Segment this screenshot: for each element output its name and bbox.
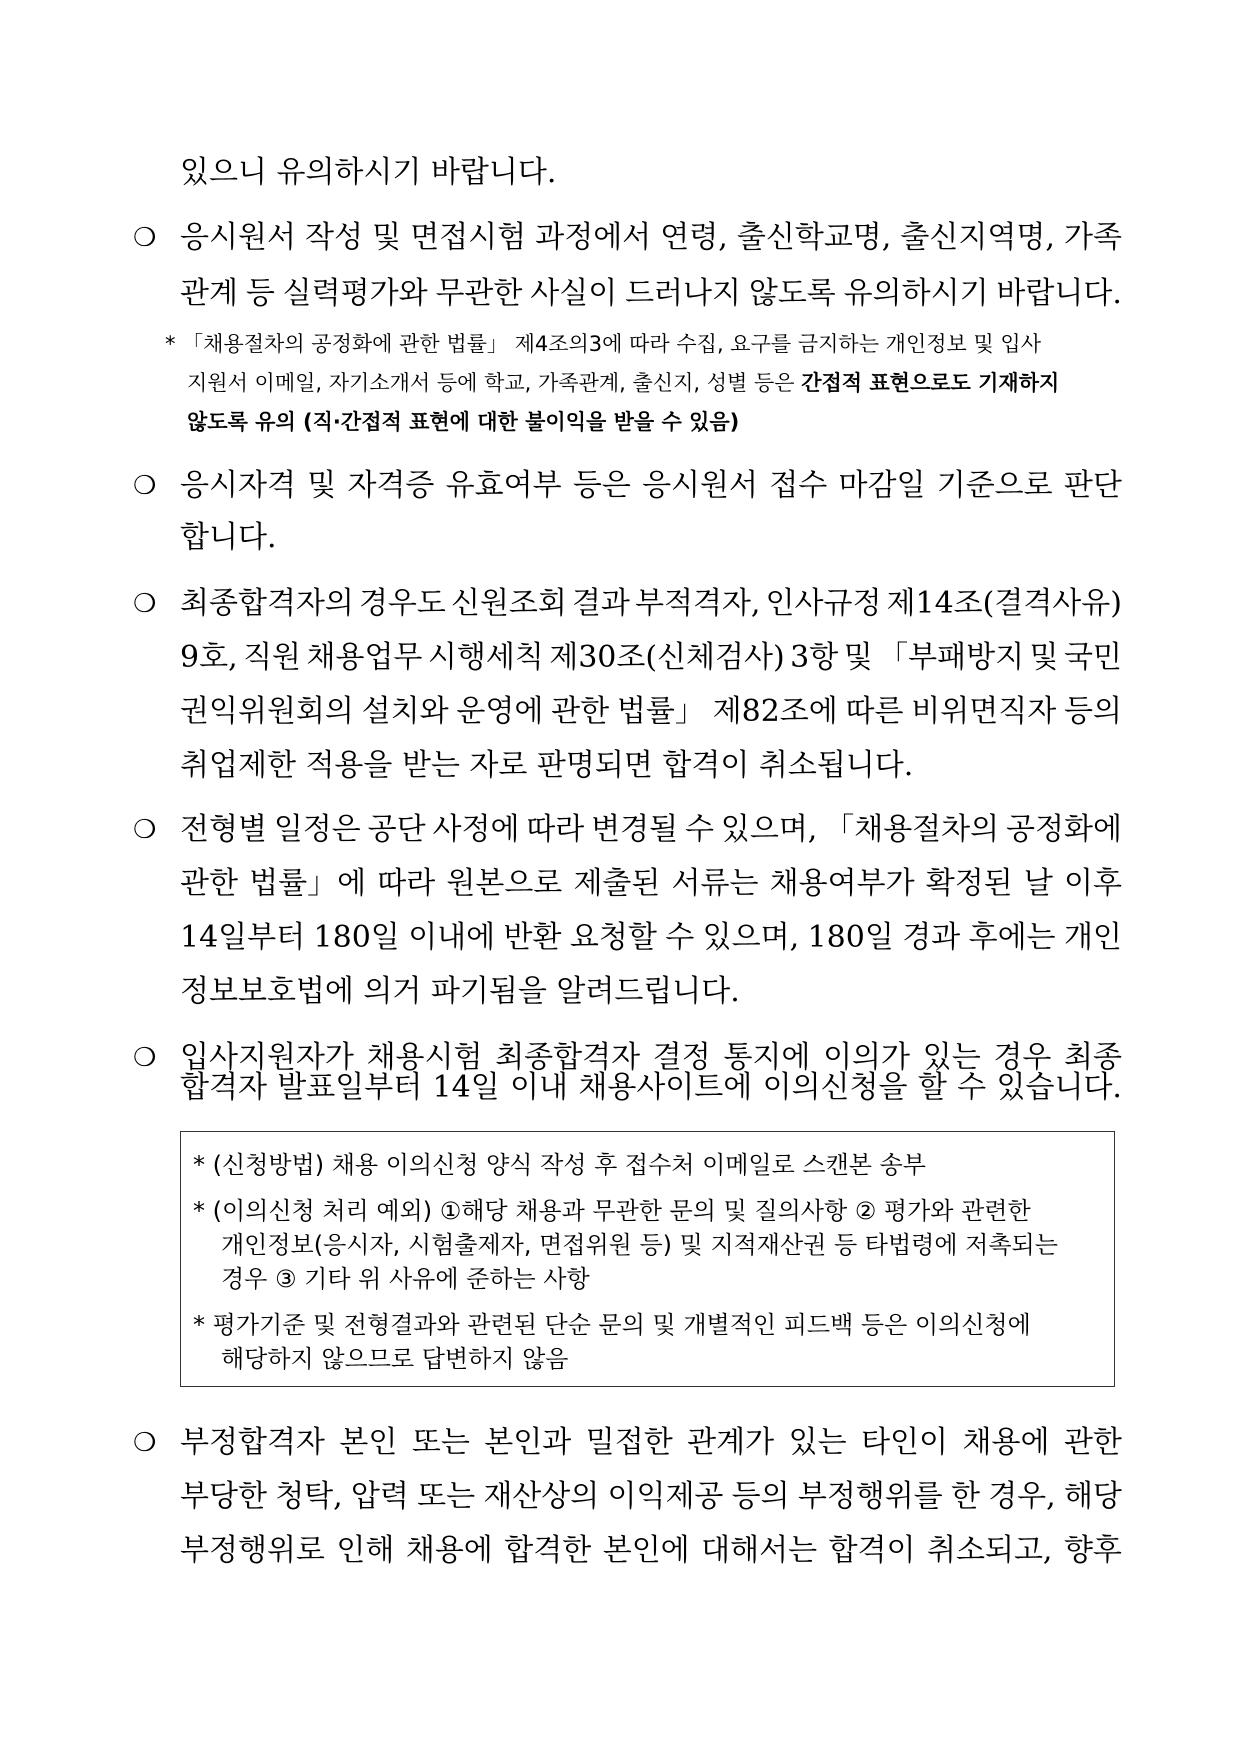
note-line: 않도록 유의 (직·간접적 표현에 대한 불이익을 받을 수 있음) xyxy=(187,410,740,434)
word: 타인이 xyxy=(861,1425,949,1460)
word: 국민 xyxy=(1063,640,1122,675)
word: 및 xyxy=(843,640,873,675)
word: 기준으로 xyxy=(936,468,1053,503)
note-line xyxy=(187,369,1059,397)
line-text xyxy=(180,1070,1122,1106)
word: 관계가 xyxy=(687,1425,775,1460)
line-text xyxy=(180,1425,1122,1461)
line-text xyxy=(180,812,1122,848)
word: 이의신청을 xyxy=(762,1070,908,1105)
word: 이후 xyxy=(1063,866,1122,901)
word: 자격증 xyxy=(347,468,435,503)
word: 부적격자, xyxy=(634,586,761,621)
word: 수 xyxy=(665,920,695,955)
bullet-icon: ❍ xyxy=(133,589,157,619)
word: 서류는 xyxy=(671,866,759,901)
word: 관계 xyxy=(180,276,238,311)
word: 변경될 xyxy=(591,812,679,847)
word: 있는 xyxy=(788,1425,847,1460)
bullet-icon: ❍ xyxy=(133,1043,157,1073)
word: 가족 xyxy=(1063,220,1122,255)
word: 할 xyxy=(917,1070,947,1105)
word: 관한 xyxy=(180,866,238,901)
word: 또는 xyxy=(417,1479,476,1514)
word: 합격자 xyxy=(180,1070,267,1105)
word: 유의하시기 xyxy=(843,276,989,311)
word: 경우 xyxy=(993,1040,1052,1075)
bullet-icon: ❍ xyxy=(133,223,157,253)
word: 결과 xyxy=(571,586,630,621)
paragraph-line xyxy=(180,640,1122,676)
word: 이내에 xyxy=(408,920,496,955)
paragraph-line xyxy=(180,276,1122,312)
word: 사정에 xyxy=(432,812,520,847)
word: 개인 xyxy=(1063,920,1122,955)
line-text xyxy=(180,276,1122,312)
word: 법률」 xyxy=(616,694,705,729)
word: 있는 xyxy=(922,1040,981,1075)
word: 인해 xyxy=(336,1533,395,1568)
word: 후에는 xyxy=(968,920,1056,955)
word: 법률」에 xyxy=(249,866,367,901)
word: 채용에 xyxy=(405,1533,493,1568)
word: 마감일 xyxy=(838,468,926,503)
word: 부정행위를 xyxy=(797,1479,943,1514)
bullet-icon: ❍ xyxy=(133,471,157,501)
word: 청탁, xyxy=(275,1479,343,1514)
line-text xyxy=(180,1479,1122,1515)
paragraph-line xyxy=(180,812,1122,848)
word: 통지에 xyxy=(723,1040,811,1075)
word: 합격이 xyxy=(828,1533,916,1568)
line-text xyxy=(180,640,1122,676)
word: 공단 xyxy=(367,812,426,847)
word: 부정행위로 xyxy=(180,1533,325,1568)
word: 따라 xyxy=(377,866,436,901)
paragraph-line xyxy=(180,920,1122,956)
word: 채용시험 xyxy=(366,1040,483,1075)
word: 및 xyxy=(307,468,337,503)
word: 경과 xyxy=(902,920,961,955)
word: 공정화에 xyxy=(1006,812,1122,847)
word: 발표일부터 xyxy=(277,1070,423,1105)
word: 응시자격 xyxy=(180,468,296,503)
word: 사실이 xyxy=(530,276,618,311)
word: 채용여부가 xyxy=(769,866,915,901)
word: 합격한 xyxy=(504,1533,592,1568)
word: 밀접한 xyxy=(585,1425,673,1460)
word: 비위면직자 xyxy=(911,694,1057,729)
word: 않도록 xyxy=(748,276,836,311)
line-text xyxy=(180,694,1122,730)
paragraph-line: 있으니 유의하시기 바랍니다. xyxy=(180,155,557,190)
word: 요청할 xyxy=(569,920,657,955)
box-note-line: 개인정보(응시자, 시험출제자, 면접위원 등) 및 지적재산권 등 타법령에 저촉되는 xyxy=(221,1231,1058,1259)
word: 있습니다. xyxy=(996,1070,1122,1105)
paragraph-line xyxy=(180,866,1122,902)
word: 운영에 xyxy=(456,694,544,729)
word: 있으며, xyxy=(702,920,800,955)
box-note-line: * (신청방법) 채용 이의신청 양식 작성 후 접수처 이메일로 스캔본 송부 xyxy=(193,1151,926,1179)
word: 등은 xyxy=(572,468,631,503)
word: 본인 xyxy=(339,1425,398,1460)
word: 대해서는 xyxy=(701,1533,818,1568)
word: 최종 xyxy=(1064,1040,1122,1075)
word: 출신학교명, xyxy=(736,220,892,255)
word: 실력평가와 xyxy=(282,276,428,311)
word: 반환 xyxy=(503,920,562,955)
paragraph-line xyxy=(180,220,1122,256)
word: 9호, xyxy=(180,640,238,675)
word: 응시원서 xyxy=(642,468,758,503)
paragraph-line xyxy=(180,694,1122,730)
word: 드러나지 xyxy=(625,276,741,311)
word: 「부패방지 xyxy=(878,640,1025,675)
word: 출신지역명, xyxy=(900,220,1055,255)
word: 또는 xyxy=(411,1425,470,1460)
word: 및 xyxy=(372,220,402,255)
word: 신원조회 xyxy=(450,586,567,621)
word: 따라 xyxy=(526,812,585,847)
line-text xyxy=(180,586,1122,622)
note-text: 지원서 이메일, 자기소개서 등에 학교, 가족관계, 출신지, 성별 등은 xyxy=(187,371,802,395)
paragraph-line: 취업제한 적용을 받는 자로 판명되면 합격이 취소됩니다. xyxy=(180,748,914,783)
word: 채용사이트에 xyxy=(578,1070,753,1105)
word: 경우, xyxy=(988,1479,1056,1514)
box-note-line: 해당하지 않으므로 답변하지 않음 xyxy=(221,1345,569,1373)
word: 최종합격자 xyxy=(495,1040,641,1075)
word: 작성 xyxy=(305,220,363,255)
word: 있으며, xyxy=(720,812,818,847)
word: 접수 xyxy=(769,468,828,503)
word: 제82조에 xyxy=(712,694,838,729)
word: 본인에 xyxy=(602,1533,690,1568)
word: 이의가 xyxy=(823,1040,911,1075)
word: 재산상의 xyxy=(483,1479,600,1514)
word: 등의 xyxy=(731,1479,790,1514)
word: 날 xyxy=(1023,866,1053,901)
line-text xyxy=(180,468,1122,504)
word: 유효여부 xyxy=(445,468,562,503)
word: 및 xyxy=(1029,640,1059,675)
word: 면접시험 xyxy=(410,220,527,255)
word: 제30조(신체검사) xyxy=(549,640,785,675)
word: 입사지원자가 xyxy=(180,1040,354,1075)
word: 따른 xyxy=(845,694,904,729)
word: 수 xyxy=(685,812,714,847)
objection-notes-box xyxy=(180,1131,1115,1387)
word: 14일 xyxy=(432,1070,500,1105)
bullet-icon: ❍ xyxy=(133,1428,157,1458)
line-text xyxy=(180,1533,1122,1569)
word: 제14조(결격사유) xyxy=(886,586,1122,621)
word: 3항 xyxy=(790,640,839,675)
line-text xyxy=(180,220,1122,256)
word: 수 xyxy=(957,1070,987,1105)
word: 시행세칙 xyxy=(427,640,544,675)
word: 「채용절차의 xyxy=(824,812,1000,847)
word: 제출된 xyxy=(573,866,661,901)
box-note-line: * (이의신청 처리 예외) ①해당 채용과 무관한 문의 및 질의사항 ② 평가와 관련한 xyxy=(193,1197,1031,1225)
word: 응시원서 xyxy=(180,220,296,255)
word: 압력 xyxy=(350,1479,409,1514)
bullet-icon: ❍ xyxy=(133,815,157,845)
word: 전형별 xyxy=(180,812,267,847)
word: 일정은 xyxy=(273,812,361,847)
word: 부당한 xyxy=(180,1479,267,1514)
word: 14일부터 xyxy=(180,920,306,955)
word: 등의 xyxy=(1063,694,1122,729)
paragraph-line xyxy=(180,1479,1122,1515)
paragraph-line xyxy=(180,1533,1122,1569)
word: 판단 xyxy=(1063,468,1122,503)
word: 180일 xyxy=(313,920,400,955)
word: 원본으로 xyxy=(446,866,563,901)
word: 연령, xyxy=(660,220,728,255)
word: 무관한 xyxy=(435,276,523,311)
word: 이내 xyxy=(510,1070,569,1105)
word: 향후 xyxy=(1063,1533,1122,1568)
word: 확정된 xyxy=(925,866,1013,901)
word: 등 xyxy=(245,276,275,311)
paragraph-line xyxy=(180,586,1122,622)
note-emphasis: 간접적 표현으로도 기재하지 xyxy=(801,371,1060,395)
word: 이익제공 xyxy=(607,1479,724,1514)
word: 경우도 xyxy=(358,586,446,621)
note-line: * 「채용절차의 공정화에 관한 법률」 제4조의3에 따라 수집, 요구를 금지하는 개인정보 및 입사 xyxy=(165,332,1042,356)
word: 권익위원회의 xyxy=(180,694,354,729)
paragraph-line: 정보보호법에 의거 파기됨을 알려드립니다. xyxy=(180,974,740,1009)
word: 채용업무 xyxy=(306,640,423,675)
word: 과정에서 xyxy=(535,220,652,255)
word: 인사규정 xyxy=(765,586,882,621)
word: 관한 xyxy=(1063,1425,1122,1460)
word: 부정합격자 xyxy=(180,1425,325,1460)
box-note-line: * 평가기준 및 전형결과와 관련된 단순 문의 및 개별적인 피드백 등은 이의신청에 xyxy=(193,1311,1031,1339)
word: 180일 xyxy=(807,920,894,955)
word: 관한 xyxy=(551,694,610,729)
box-note-line: 경우 ③ 기타 위 사유에 준하는 사항 xyxy=(221,1265,590,1293)
word: 한 xyxy=(950,1479,980,1514)
paragraph-line xyxy=(180,468,1122,504)
word: 직원 xyxy=(243,640,302,675)
word: 취소되고, xyxy=(927,1533,1053,1568)
word: 최종합격자의 xyxy=(180,586,354,621)
word: 바랍니다. xyxy=(996,276,1122,311)
word: 해당 xyxy=(1063,1479,1122,1514)
word: 결정 xyxy=(652,1040,711,1075)
line-text xyxy=(180,920,1122,956)
paragraph-line: 합니다. xyxy=(180,520,277,555)
line-text xyxy=(180,866,1122,902)
paragraph-line xyxy=(180,1425,1122,1461)
paragraph-line xyxy=(180,1070,1122,1106)
word: 채용에 xyxy=(962,1425,1050,1460)
word: 설치와 xyxy=(361,694,449,729)
word: 본인과 xyxy=(484,1425,572,1460)
